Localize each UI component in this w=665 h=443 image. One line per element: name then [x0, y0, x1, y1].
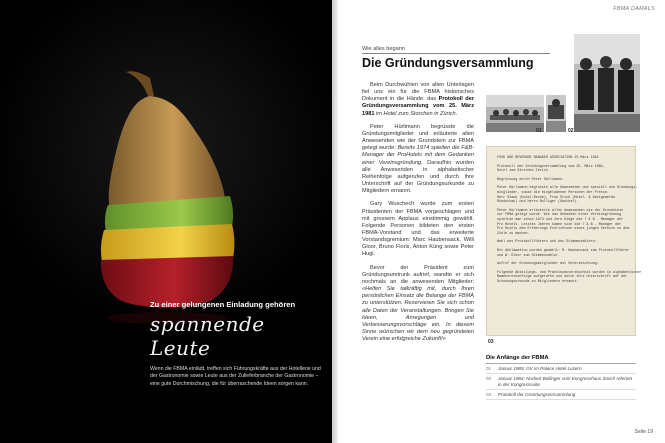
photo-group-large	[574, 34, 640, 132]
document-line: Herr Staub (Hotel-Revue), Frau Stich (Hotel- & Gastgewerbe-	[497, 195, 618, 200]
document-line: Ziele zu machen.	[497, 231, 530, 236]
document-line: Namensreihenfolge aufgerufen und durch ihre Unterschrift auf der	[497, 275, 628, 280]
document-line: Peter Hürlimann begrüsste alle Anwesenden und speziell die Gründungs-	[497, 186, 638, 191]
list-item-number: 01	[486, 365, 492, 371]
paragraph-4: Bevor der Präsident zum Gründungsumtrunk aufrief, wandte er sich nochmals an die anwesenden Mitglieder: «Helfen Sie tatkräftig mit, durch Ihren persönlichen Einsatz die Belange der FBMA zu unterstützen. Reservieren Sie sich schon alle Daten der Veranstaltungen. Bringen Sie Ideen, Anregungen und Verbesserungsvorschläge ein. In diesem Sinne wünschen wir dem neu gegründeten Verein eine erfolgreiche Zukunft!»	[362, 264, 474, 343]
list-item-text: Januar 1984: Norbert Bollinger vom Kongresshaus Zürich referiert in der Kongresssuite	[498, 375, 633, 387]
list-item	[486, 364, 636, 374]
document-line: Protokoll der Gründungsversammlung vom 25. März 1981,	[497, 164, 605, 169]
left-page	[0, 0, 332, 443]
photo-label-03: 03	[488, 339, 494, 345]
right-page	[338, 0, 665, 443]
protocol-document	[486, 146, 642, 336]
pear-image	[0, 0, 332, 330]
document-line: mitglieder, sowie die eingeladenen Personen der Presse.	[497, 190, 609, 195]
running-head: FBMA DAMALS	[613, 6, 655, 12]
title-rule	[362, 53, 550, 54]
document-line: Hotel zum Storchen Zürich	[497, 169, 548, 174]
article-body	[362, 82, 474, 349]
photo-02	[546, 95, 566, 132]
paragraph-3: Gary Wuschech wurde zum ersten Präsidenten der FBMA vorgeschlagen und mit grossem Applaus einstimmig gewählt. Folgende Personen bildeten den ersten FBMA-Vorstand und das erweiterte Vorstandsgremium: Marc Haubensack, Willi Gloor, Bruno Floris, Anton Küng sowie Peter Hugi.	[362, 201, 474, 258]
article-title: Die Gründungsversammlung	[362, 56, 534, 70]
document-line: Rundschau) und Herrn Bolliger (Gasthof).	[497, 200, 579, 205]
promo-heading: Zu einer gelungenen Einladung gehören	[150, 300, 296, 309]
document-line: Gründungsurkunde zu Mitgliedern ernannt:	[497, 279, 579, 284]
list-item-text: Januar 1985: GV im Palace Hotel Luzern	[498, 365, 582, 371]
sidebar-title: Die Anfänge der FBMA	[486, 355, 636, 364]
document-line: zur FBMA gelegt wurde. Wie das Gedanken einer Vereinsgründung	[497, 213, 622, 218]
page-number: Seite 19	[634, 429, 653, 435]
document-line: und W. Gloor zum Stimmenzähler.	[497, 253, 561, 258]
document-line: Pro Hotels dem Erfahrungs Einrichtsen eines jungen Vereins zu dem	[497, 227, 630, 232]
list-item	[486, 374, 636, 390]
photo-label-01: 01	[536, 128, 542, 134]
kicker: Wie alles begann	[362, 46, 405, 52]
list-item	[486, 390, 636, 400]
document-line: Peter Hürlimann erläuterte allen Anwesenden wie der Grundstein	[497, 208, 624, 213]
list-item-number: 03	[486, 391, 492, 397]
document-line: Pro Hotels. Letztes Jahres kamen sich die 7 & B - Manager der	[497, 222, 622, 227]
document-line: Mit Akklamation wurden gewählt: M. Haubensack zum Protokollführer	[497, 248, 630, 253]
promo-script-heading: spannende Leute	[150, 312, 265, 360]
sidebar-list	[486, 364, 636, 400]
paragraph-1: Beim Durchwühlen von alten Unterlagen fiel uns ein für die FBMA historisches Dokument in die Hände: das Protokoll der Gründungsversammlung vom 25. März 1981 im Hotel zum Storchen in Zürich.	[362, 82, 475, 117]
photo-label-02: 02	[568, 128, 574, 134]
promo-body-text: Wenn die FBMA einlädt, treffen sich Führungskräfte aus der Hotellerie und der Gastronomie sowie Leute aus der Zulieferbranche der Gastronomie – eine gute Durchmischung, die für überraschende Ideen sorgen kann.	[150, 366, 321, 387]
paragraph-2: Peter Hürlimann begrüsste die Gründungsmitglieder und erläuterte allen Anwesenden wie der Grundstein zur FBMA gelegt wurde: Bereits 1974 spielten die F&B-Manager der ProHotels mit dem Gedanken einer Vereinsgründung. Daraufhin wurden alle Anwesenden in alphabetischer Reihenfolge aufgerufen und durch ihre Unterschrift auf der Gründungsurkunde zu Mitgliedern ernannt.	[362, 123, 474, 195]
document-line: FOOD AND BEVERAGE MANAGER ASSOCIATION 25.März 1981	[497, 156, 599, 160]
photo-01	[486, 95, 544, 132]
protocol-document-text	[497, 156, 642, 284]
list-item-text: Protokoll der Gründungsversammlung	[498, 391, 576, 397]
list-item-number: 02	[486, 375, 492, 381]
document-line: Folgende Abteilungs- und Praktikumsverzeichnis wurden in alphabetischer	[497, 270, 642, 275]
document-line: Aufruf der Gründungsmitglieder mit Unterzeichnung:	[497, 262, 599, 267]
document-line: Begrüssung durch Peter Hürlimann.	[497, 177, 565, 182]
document-line: spielten man schon 1974 und ihre Dinge die 7 & B - Manager der	[497, 217, 624, 222]
document-line: Wahl des Protokollführers und des Stimmenzählers:	[497, 240, 597, 245]
promo-block	[150, 300, 328, 388]
